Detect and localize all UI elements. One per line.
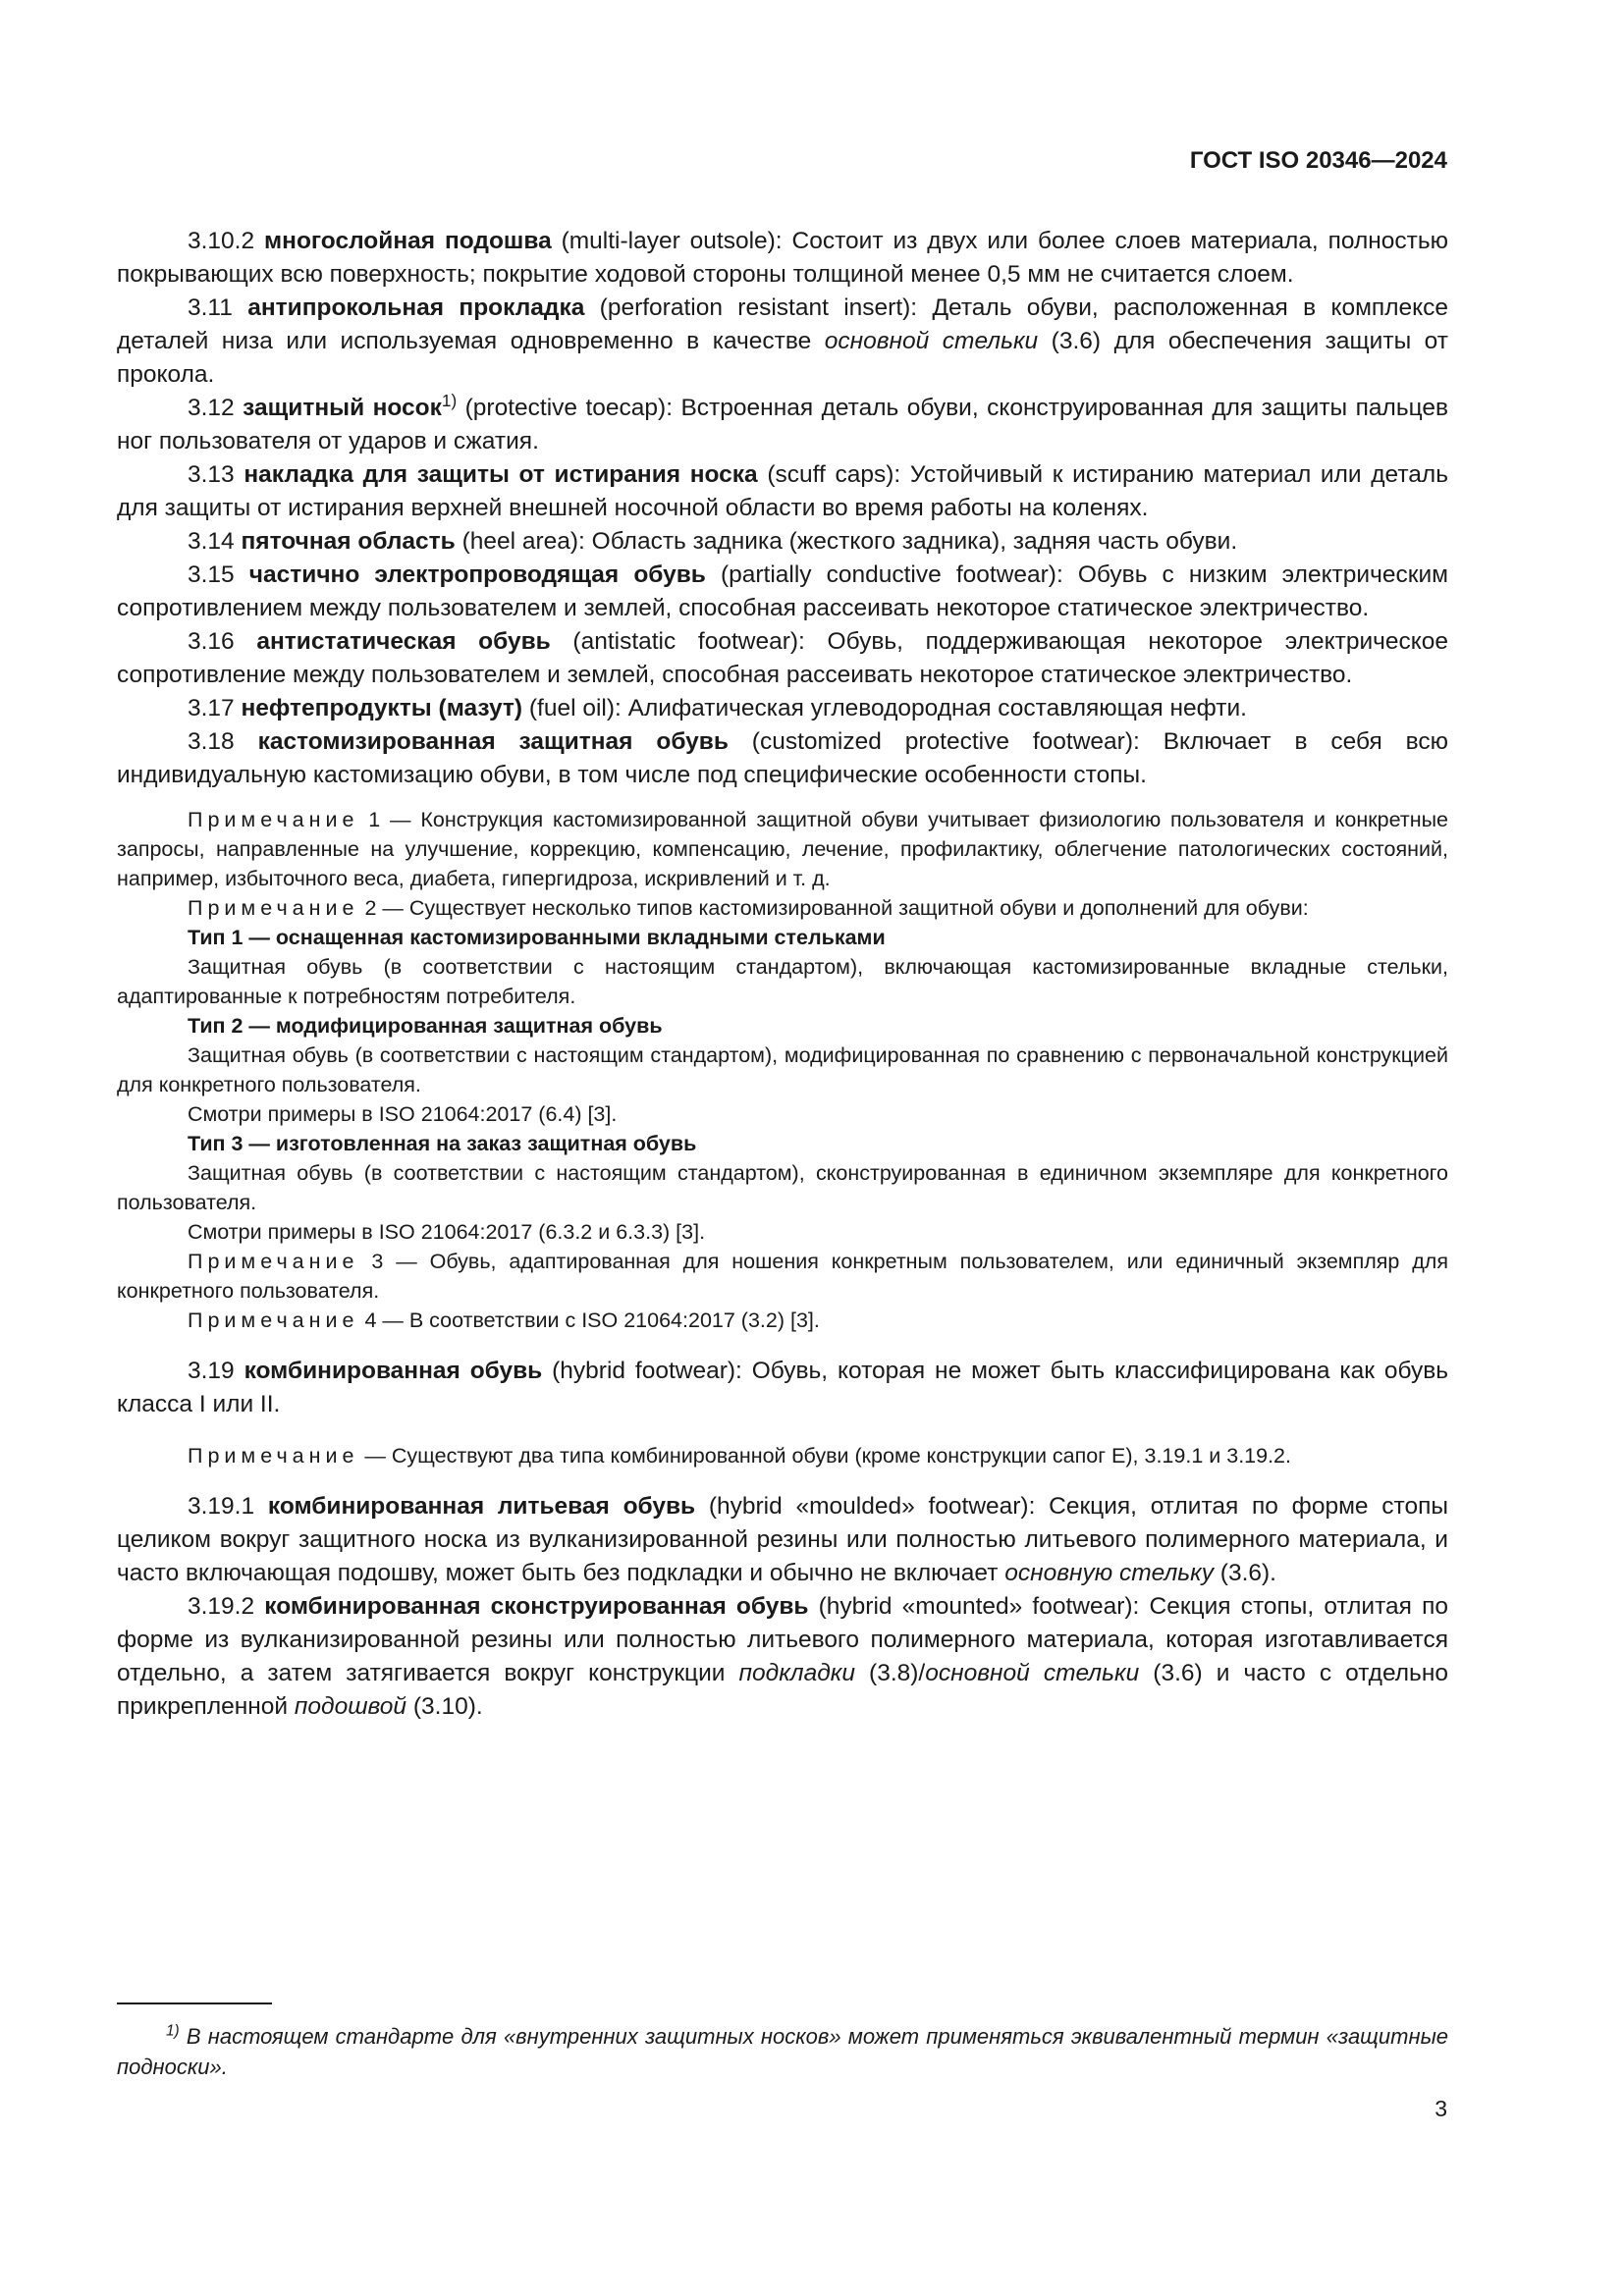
term-3-19-2: 3.19.2 комбинированная сконструированная обувь (hybrid «mounted» footwear): Секция стопы, отлитая по форме из вулканизированной резины или полностью литьевого полимерного материала, которая изготавливается отдельно, а затем затягивается вокруг конструкции подкладки (3.8)/основной стельки (3.6) и часто с отдельно прикрепленной подошвой (3.10). [117, 1593, 1448, 1720]
footnote-ref: 1) [441, 390, 458, 410]
footnote: $^{1)}$ В настоящем стандарте для «внутренних защитных носков» может применяться эквивалентный термин «защитные подноски». [117, 2022, 1448, 2079]
type-2-title: Тип 2 — модифицированная защитная обувь [188, 1014, 663, 1038]
note-label: Примечание [188, 1308, 359, 1332]
note-4: Примечание 4 — В соответствии с ISO 21064:2017 (3.2) [3]. [188, 1308, 820, 1332]
term-3-10-2: 3.10.2 многослойная подошва (multi-layer outsole): Состоит из двух или более слоев материала, полностью покрывающих всю поверхность; покрытие ходовой стороны толщиной менее 0,5 мм не считается слоем. [117, 228, 1449, 288]
type-3-text: Защитная обувь (в соответствии с настоящим стандартом), сконструированная в единичном экземпляре для конкретного пользователя. [117, 1161, 1448, 1214]
type-3-title: Тип 3 — изготовленная на заказ защитная обувь [188, 1132, 697, 1155]
note-3: Примечание 3 — Обувь, адаптированная для ношения конкретным пользователем, или единичный экземпляр для конкретного пользователя. [117, 1250, 1448, 1303]
term-3-18: 3.18 кастомизированная защитная обувь (customized protective footwear): Включает в себя всю индивидуальную кастомизацию обуви, в том числе под специфические особенности стопы. [117, 728, 1448, 788]
page-number: 3 [1435, 2096, 1447, 2121]
note-label: Примечание [188, 808, 359, 831]
note-3-19: Примечание — Существуют два типа комбинированной обуви (кроме конструкции сапог Е), 3.19.1 и 3.19.2. [188, 1444, 1291, 1468]
note-label: Примечание [188, 1250, 359, 1273]
note-label: Примечание [188, 1444, 359, 1468]
term-3-14: 3.14 пяточная область (heel area): Область задника (жесткого задника), задняя часть обуви. [188, 528, 1238, 555]
type-3-see: Смотри примеры в ISO 21064:2017 (6.3.2 и 6.3.3) [3]. [188, 1220, 706, 1244]
document-body [117, 225, 1448, 1724]
note-1: Примечание 1 — Конструкция кастомизированной защитной обуви учитывает физиологию пользователя и конкретные запросы, направленные на улучшение, коррекцию, компенсацию, лечение, профилактику, облегчение патологических состояний, например, избыточного веса, диабета, гипергидроза, искривлений и т. д. [117, 808, 1448, 890]
term-3-12: 3.12 защитный носок$^{1)}$ (protective toecap): Встроенная деталь обуви, сконструированная для защиты пальцев ног пользователя от ударов и сжатия. [117, 390, 1448, 454]
footnote-divider [117, 2002, 272, 2004]
term-3-15: 3.15 частично электропроводящая обувь (partially conductive footwear): Обувь с низким электрическим сопротивлением между пользователем и землей, способная рассеивать некоторое статическое электричество. [117, 561, 1448, 621]
term-3-11: 3.11 антипрокольная прокладка (perforation resistant insert): Деталь обуви, расположенная в комплексе деталей низа или используемая одновременно в качестве основной стельки (3.6) для обеспечения защиты от прокола. [117, 294, 1448, 388]
document-header: ГОСТ ISO 20346—2024 [1189, 147, 1447, 174]
note-label: Примечание [188, 896, 359, 920]
term-3-16: 3.16 антистатическая обувь (antistatic footwear): Обувь, поддерживающая некоторое электрическое сопротивление между пользователем и землей, способная рассеивать некоторое статическое электричество. [117, 628, 1449, 688]
type-2-text: Защитная обувь (в соответствии с настоящим стандартом), модифицированная по сравнению с первоначальной конструкцией для конкретного пользователя. [117, 1043, 1448, 1096]
term-3-17: 3.17 нефтепродукты (мазут) (fuel oil): Алифатическая углеводородная составляющая нефти. [188, 695, 1247, 721]
note-2: Примечание 2 — Существует несколько типов кастомизированной защитной обуви и дополнений для обуви: [188, 896, 1309, 920]
term-3-13: 3.13 накладка для защиты от истирания носка (scuff caps): Устойчивый к истиранию материал или деталь для защиты от истирания верхней внешней носочной области во время работы на коленях. [117, 461, 1448, 521]
type-1-title: Тип 1 — оснащенная кастомизированными вкладными стельками [188, 926, 886, 949]
term-3-19: 3.19 комбинированная обувь (hybrid footwear): Обувь, которая не может быть классифицирована как обувь класса I или II. [117, 1358, 1449, 1417]
term-3-19-1: 3.19.1 комбинированная литьевая обувь (hybrid «moulded» footwear): Секция, отлитая по форме стопы целиком вокруг защитного носка из вулканизированной резины или полностью литьевого полимерного материала, и часто включающая подошву, может быть без подкладки и обычно не включает основную стельку (3.6). [117, 1493, 1448, 1586]
type-2-see: Смотри примеры в ISO 21064:2017 (6.4) [3]. [188, 1102, 618, 1126]
type-1-text: Защитная обувь (в соответствии с настоящим стандартом), включающая кастомизированные вкладные стельки, адаптированные к потребностям потребителя. [117, 955, 1448, 1008]
